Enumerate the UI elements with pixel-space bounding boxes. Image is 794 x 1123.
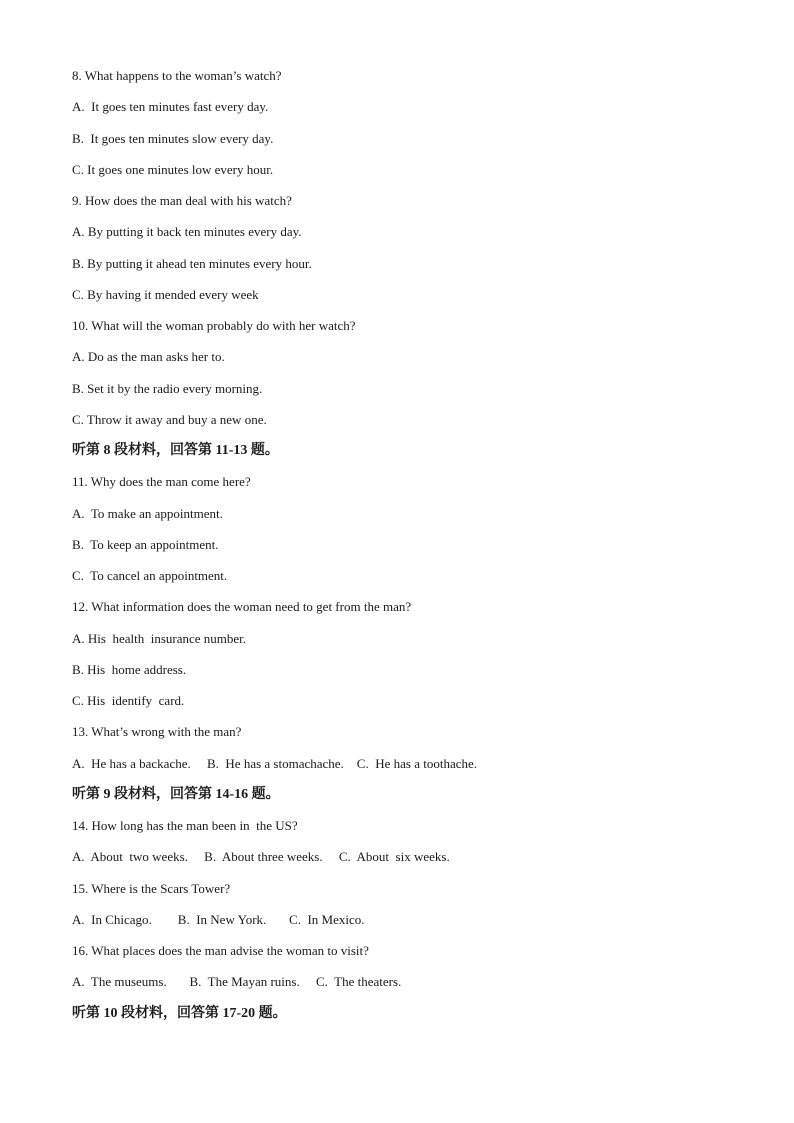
section-heading-8: 听第 8 段材料，回答第 11-13 题。: [72, 443, 279, 458]
option-11b: B. To keep an appointment.: [72, 536, 219, 552]
question-10: 10. What will the woman probably do with her watch?: [72, 318, 356, 333]
question-13: 13. What’s wrong with the man?: [72, 724, 242, 740]
options-15: A. In Chicago. B. In New York. C. In Mexico.: [72, 911, 365, 927]
option-9c: C. By having it mended every week: [72, 286, 259, 302]
question-12: 12. What information does the woman need to get from the man?: [72, 599, 412, 615]
question-15: 15. Where is the Scars Tower?: [72, 880, 231, 896]
option-12c: C. His identify card.: [72, 693, 185, 708]
option-8c: C. It goes one minutes low every hour.: [72, 161, 274, 177]
question-16: 16. What places does the man advise the woman to visit?: [72, 943, 369, 958]
option-9a: A. By putting it back ten minutes every day.: [72, 224, 302, 240]
option-12a: A. His health insurance number.: [72, 630, 247, 646]
section-heading-9: 听第 9 段材料，回答第 14-16 题。: [72, 786, 280, 802]
option-11a: A. To make an appointment.: [72, 505, 223, 521]
section-heading-10: 听第 10 段材料，回答第 17-20 题。: [72, 1005, 287, 1021]
option-10b: B. Set it by the radio every morning.: [72, 380, 263, 396]
option-12b: B. His home address.: [72, 661, 187, 677]
document-page: [72, 66, 732, 1035]
option-10c: C. Throw it away and buy a new one.: [72, 411, 267, 427]
question-8: 8. What happens to the woman’s watch?: [72, 68, 282, 83]
option-9b: B. By putting it ahead ten minutes every hour.: [72, 255, 312, 271]
question-14: 14. How long has the man been in the US?: [72, 818, 298, 833]
option-10a: A. Do as the man asks her to.: [72, 349, 225, 365]
question-11: 11. Why does the man come here?: [72, 474, 251, 490]
option-8b: B. It goes ten minutes slow every day.: [72, 130, 274, 146]
options-14: A. About two weeks. B. About three weeks. C. About six weeks.: [72, 849, 450, 865]
option-8a: A. It goes ten minutes fast every day.: [72, 99, 269, 115]
option-11c: C. To cancel an appointment.: [72, 568, 228, 583]
question-9: 9. How does the man deal with his watch?: [72, 193, 292, 208]
options-13: A. He has a backache. B. He has a stomachache. C. He has a toothache.: [72, 755, 478, 771]
options-16: A. The museums. B. The Mayan ruins. C. The theaters.: [72, 974, 402, 990]
